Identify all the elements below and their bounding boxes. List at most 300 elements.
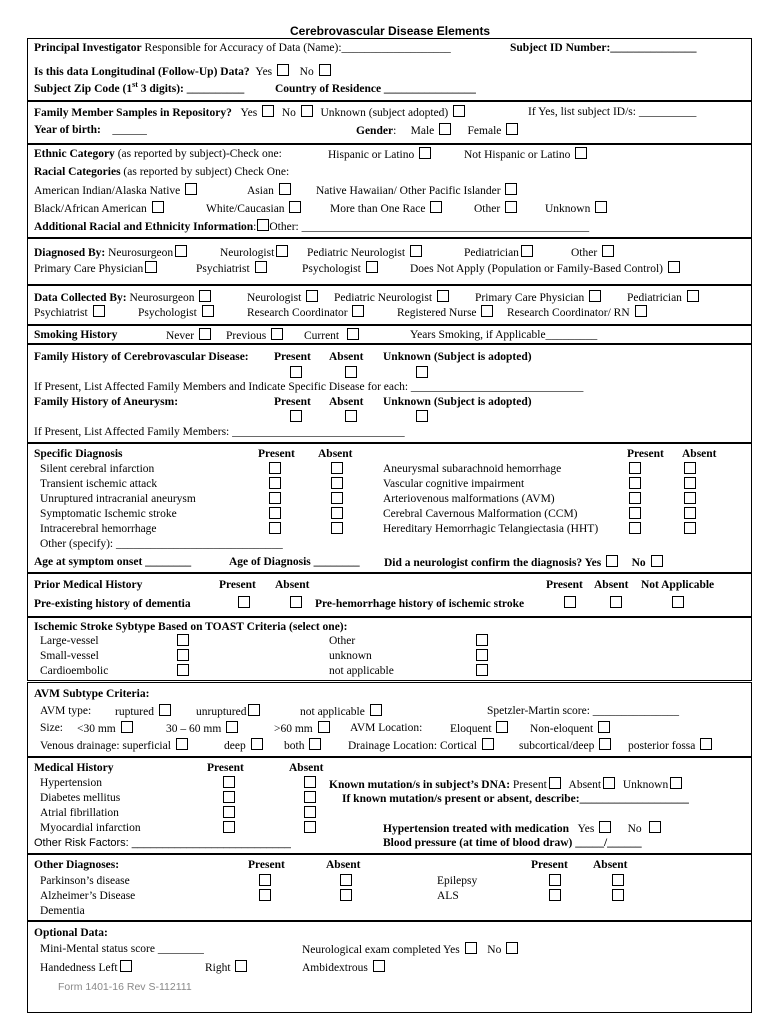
mh-absent-checkbox[interactable] [304,776,316,788]
prior-absent-label: Absent [275,579,310,591]
gender-row [356,123,520,138]
no-label: No [281,107,296,119]
avm-lt30-option [77,721,135,736]
dx-psychologist-label: Psychologist [302,263,361,275]
sdx-left-absent-checkbox[interactable] [331,507,343,519]
sdx-right-item: Vascular cognitive impairment [383,478,525,490]
dc-psychologist-label: Psychologist [138,307,197,319]
sdx-left-present-checkbox[interactable] [269,507,281,519]
mutation-describe-field[interactable]: If known mutation/s present or absent, describe:___________________ [342,793,689,805]
prior-present-label: Present [219,579,256,591]
dx-pediatrician-checkbox[interactable] [521,245,533,257]
mut-absent-label: Absent [568,779,602,791]
female-label: Female [467,125,502,137]
dc-psychologist-checkbox[interactable] [202,305,214,317]
longitudinal-no-checkbox[interactable] [319,64,331,76]
fh-an-absent-label: Absent [329,396,364,408]
dc-ped-neuro-label: Pediatric Neurologist [334,292,433,304]
pi-field[interactable]: Responsible for Accuracy of Data (Name):___________________ [144,42,451,54]
mmse-field[interactable]: Mini-Mental status score ________ [40,943,204,955]
dc-psychiatrist-label: Psychiatrist [34,307,88,319]
dx-pediatrician-option [464,245,535,260]
diagnosed-by-label: Diagnosed By: [34,247,106,259]
mut-present-checkbox[interactable] [549,777,561,789]
toast-left-checkbox[interactable] [177,634,189,646]
venous-both-option [284,738,323,753]
dementia-present-checkbox[interactable] [238,596,250,608]
neuro-confirm-row [384,555,665,570]
sdx-left-present-checkbox[interactable] [269,462,281,474]
asian-option [247,183,293,198]
dc-neurosurgeon-checkbox[interactable] [199,290,211,302]
no-label: No [299,66,314,78]
odx-left-item: Dementia [40,905,85,917]
dx-pcp-checkbox[interactable] [145,261,157,273]
handed-left-option [40,960,134,975]
ambidextrous-checkbox[interactable] [373,960,385,972]
odx-right-item: ALS [437,890,459,902]
mut-present-label: Present [512,779,547,791]
neuro-exam-no-checkbox[interactable] [506,942,518,954]
sdx-left-present-checkbox[interactable] [269,477,281,489]
race-other-label: Other [474,203,501,215]
samples-unknown-checkbox[interactable] [453,105,465,117]
sdx-absent-label: Absent [318,448,353,460]
other-diagnoses-section [27,853,752,921]
sdx-left-absent-checkbox[interactable] [331,477,343,489]
fh-aneurysm-list-field[interactable]: If Present, List Affected Family Members: ______________________________ [34,426,405,438]
mh-present-checkbox[interactable] [223,776,235,788]
dc-research-coord-label: Research Coordinator [247,307,348,319]
odx-right-absent-checkbox[interactable] [612,889,624,901]
more-than-one-checkbox[interactable] [430,201,442,213]
female-checkbox[interactable] [506,123,518,135]
dc-ped-neuro-option [334,290,451,305]
mh-absent-checkbox[interactable] [304,806,316,818]
avm-gt60-option [274,721,332,736]
samples-yes-checkbox[interactable] [262,105,274,117]
male-label: Male [410,125,435,137]
black-checkbox[interactable] [152,201,164,213]
dx-other-label: Other [571,247,598,259]
neuro-confirm-label: Did a neurologist confirm the diagnosis? Yes [384,557,602,569]
sdx-right-absent-checkbox[interactable] [684,462,696,474]
drain-posterior-label: posterior fossa [628,740,696,752]
avm-30-60-label: 30 – 60 mm [166,723,222,735]
avm-eloquent-label: Eloquent [450,723,492,735]
odx-absent-checkbox[interactable] [340,874,352,886]
sdx-right-absent-checkbox[interactable] [684,507,696,519]
neuro-confirm-no-checkbox[interactable] [651,555,663,567]
ethnic-label: Ethnic Category [34,148,115,160]
odx-left-item: Alzheimer’s Disease [40,890,136,902]
race-other-checkbox[interactable] [505,201,517,213]
prehem-na-checkbox[interactable] [672,596,684,608]
gender-colon: : [393,125,397,137]
drain-cortical-option [348,738,496,753]
odx-present-checkbox[interactable] [259,889,271,901]
am-indian-label: American Indian/Alaska Native [34,185,181,197]
sdx-other-field[interactable]: Other (specify): _____________________________ [40,538,283,550]
dx-neurologist-label: Neurologist [220,247,275,259]
age-dx-field[interactable]: Age of Diagnosis ________ [229,556,360,568]
sdx-right-present-checkbox[interactable] [629,492,641,504]
toast-right-item: not applicable [329,665,394,677]
handed-left-checkbox[interactable] [120,960,132,972]
dx-psychologist-checkbox[interactable] [366,261,378,273]
prehem-present-checkbox[interactable] [564,596,576,608]
dementia-absent-checkbox[interactable] [290,596,302,608]
sdx-left-absent-checkbox[interactable] [331,492,343,504]
dc-psychologist-option [138,305,216,320]
year-birth-row [34,123,147,137]
htn-treated-row [383,821,663,836]
sdx-right-item: Arteriovenous malformations (AVM) [383,493,555,505]
sdx-right-absent-checkbox[interactable] [684,522,696,534]
toast-left-item: Cardioembolic [40,665,109,677]
avm-gt60-label: >60 mm [274,723,313,735]
avm-lt30-checkbox[interactable] [121,721,133,733]
diagnosed-row-1 [34,245,189,260]
gender-label: Gender [356,125,394,137]
year-birth-label: Year of birth: [34,124,101,136]
toast-left-checkbox[interactable] [177,649,189,661]
spetzler-field[interactable]: Spetzler-Martin score: _______________ [487,705,680,717]
toast-left-checkbox[interactable] [177,664,189,676]
toast-right-checkbox[interactable] [476,664,488,676]
race-unknown-label: Unknown [545,203,591,215]
sdx-right-absent-checkbox[interactable] [684,492,696,504]
longitudinal-yes-checkbox[interactable] [277,64,289,76]
ambidextrous-option [302,960,387,975]
sdx-left-absent-checkbox[interactable] [331,462,343,474]
dc-ped-neuro-checkbox[interactable] [437,290,449,302]
pi-label: Principal Investigator [34,42,142,54]
fh-cvd-present-label: Present [274,351,311,363]
fh-cvd-present-checkbox[interactable] [290,366,302,378]
dx-neurosurgeon-label: Neurosurgeon [108,247,174,259]
neuro-exam-yes-checkbox[interactable] [465,942,477,954]
dx-psychiatrist-option [196,261,269,276]
hawaiian-checkbox[interactable] [505,183,517,195]
am-indian-checkbox[interactable] [185,183,197,195]
htn-no-checkbox[interactable] [649,821,661,833]
htn-yes-checkbox[interactable] [599,821,611,833]
sdx-right-item: Aneurysmal subarachnoid hemorrhage [383,463,562,475]
yes-label: Yes [240,107,258,119]
toast-label: Ischemic Stroke Sybtype Based on TOAST Criteria (select one): [34,621,348,633]
smoke-never-checkbox[interactable] [199,328,211,340]
dc-pcp-option [475,290,603,305]
drain-posterior-option [628,738,714,753]
smoke-never-option [166,328,213,343]
handed-right-checkbox[interactable] [235,960,247,972]
drain-cortical-label: Drainage Location: Cortical [348,740,478,752]
fh-an-unknown-checkbox[interactable] [416,410,428,422]
dc-neurologist-checkbox[interactable] [306,290,318,302]
mutation-label: Known mutation/s in subject’s DNA: [329,779,511,791]
venous-superficial-label: Venous drainage: superficial [40,740,171,752]
drain-cortical-checkbox[interactable] [482,738,494,750]
avm-ruptured-checkbox[interactable] [159,704,171,716]
venous-deep-option [224,738,265,753]
sdx-right-present-checkbox[interactable] [629,522,641,534]
race-unknown-option [545,201,609,216]
odx-present-label: Present [248,859,285,871]
race-other-option [474,201,519,216]
blood-pressure-field[interactable]: Blood pressure (at time of blood draw) _____/______ [383,837,642,849]
not-hispanic-checkbox[interactable] [575,147,587,159]
dc-psychiatrist-checkbox[interactable] [93,305,105,317]
dc-reg-nurse-checkbox[interactable] [481,305,493,317]
avm-unruptured-option [196,704,262,719]
smoking-label: Smoking History [34,329,118,341]
odx-absent-label-right: Absent [593,859,628,871]
other-dx-label: Other Diagnoses: [34,859,120,871]
smoke-previous-checkbox[interactable] [271,328,283,340]
prior-history-label: Prior Medical History [34,579,143,591]
mutation-row [329,777,684,792]
avm-ruptured-option [115,704,173,719]
odx-right-item: Epilepsy [437,875,478,887]
sdx-left-item: Intracerebral hemorrhage [40,523,157,535]
white-option [206,201,303,216]
toast-right-checkbox[interactable] [476,649,488,661]
sdx-left-present-checkbox[interactable] [269,492,281,504]
venous-deep-label: deep [224,740,246,752]
sdx-left-absent-checkbox[interactable] [331,522,343,534]
avm-unruptured-checkbox[interactable] [248,704,260,716]
dc-rc-rn-option [507,305,649,320]
mh-present-checkbox[interactable] [223,791,235,803]
dc-research-coord-checkbox[interactable] [352,305,364,317]
collected-by-label: Data Collected By: [34,292,127,304]
neuro-exam-label: Neurological exam completed Yes [302,944,460,956]
fh-cvd-list-field[interactable]: If Present, List Affected Family Members and Indicate Specific Disease for each: ______________________________ [34,381,584,393]
drain-subcortical-checkbox[interactable] [599,738,611,750]
longitudinal-row [34,64,333,79]
sdx-right-item: Hereditary Hemorrhagic Telangiectasia (HHT) [383,523,599,535]
asian-checkbox[interactable] [279,183,291,195]
fh-cvd-unknown-checkbox[interactable] [416,366,428,378]
yes-label: Yes [577,823,595,835]
prior-absent-label-right: Absent [594,579,629,591]
sdx-right-present-checkbox[interactable] [629,507,641,519]
handed-right-label: Right [205,962,231,974]
mh-present-checkbox[interactable] [223,806,235,818]
zip-field[interactable] [34,82,244,96]
asian-label: Asian [247,185,274,197]
sdx-right-item: Cerebral Cavernous Malformation (CCM) [383,508,578,520]
hawaiian-label: Native Hawaiian/ Other Pacific Islander [316,185,501,197]
mh-absent-checkbox[interactable] [304,821,316,833]
sdx-left-item: Transient ischemic attack [40,478,158,490]
prior-present-label-right: Present [546,579,583,591]
toast-right-checkbox[interactable] [476,634,488,646]
smoke-never-label: Never [166,330,195,342]
age-onset-field[interactable]: Age at symptom onset ________ [34,556,192,568]
odx-present-label-right: Present [531,859,568,871]
venous-both-checkbox[interactable] [309,738,321,750]
dx-other-option [571,245,616,260]
medical-history-label: Medical History [34,762,114,774]
mh-present-checkbox[interactable] [223,821,235,833]
odx-right-present-checkbox[interactable] [549,889,561,901]
racial-label: Racial Categories [34,166,121,178]
dx-ped-neuro-label: Pediatric Neurologist [307,247,406,259]
dx-other-checkbox[interactable] [602,245,614,257]
sdx-right-absent-checkbox[interactable] [684,477,696,489]
samples-no-checkbox[interactable] [301,105,313,117]
dc-neurosurgeon-label: Neurosurgeon [129,292,195,304]
avm-na-label: not applicable [300,706,365,718]
toast-left-item: Large-vessel [40,635,99,647]
dc-rc-rn-checkbox[interactable] [635,305,647,317]
odx-present-checkbox[interactable] [259,874,271,886]
dx-dna-checkbox[interactable] [668,261,680,273]
fh-an-present-checkbox[interactable] [290,410,302,422]
smoke-current-option [304,328,361,343]
additional-row [34,219,589,234]
mut-absent-checkbox[interactable] [603,777,615,789]
zip-superscript: st [132,80,138,90]
avm-unruptured-label: unruptured [196,706,247,718]
page-title: Cerebrovascular Disease Elements [290,24,491,38]
prehemorrhage-label: Pre-hemorrhage history of ischemic stroke [315,598,525,610]
sdx-present-label: Present [258,448,295,460]
handed-right-option [205,960,249,975]
racial-text: (as reported by subject) Check One: [123,166,290,178]
sdx-right-present-checkbox[interactable] [629,477,641,489]
venous-superficial-checkbox[interactable] [176,738,188,750]
race-unknown-checkbox[interactable] [595,201,607,213]
avm-eloquent-option [450,721,510,736]
fh-an-unknown-label: Unknown (Subject is adopted) [383,396,532,408]
sdx-left-present-checkbox[interactable] [269,522,281,534]
zip-blank: 3 digits): __________ [137,83,245,95]
avm-size-label: Size: [40,722,63,734]
optional-label: Optional Data: [34,927,108,939]
smoking-section [27,325,752,345]
black-option [34,201,166,216]
fh-an-present-label: Present [274,396,311,408]
mh-absent-label: Absent [289,762,324,774]
dc-pediatrician-checkbox[interactable] [687,290,699,302]
country-field[interactable]: Country of Residence ________________ [275,83,476,95]
ethnic-row [34,147,282,161]
odx-absent-label: Absent [326,859,361,871]
avm-non-eloquent-checkbox[interactable] [598,721,610,733]
toast-left-item: Small-vessel [40,650,99,662]
dx-pediatrician-label: Pediatrician [464,247,519,259]
mut-unknown-checkbox[interactable] [670,777,682,789]
dx-ped-neuro-checkbox[interactable] [410,245,422,257]
mh-item: Myocardial infarction [40,822,141,834]
dc-neurologist-label: Neurologist [247,292,302,304]
neuro-confirm-yes-checkbox[interactable] [606,555,618,567]
dementia-label: Pre-existing history of dementia [34,598,191,610]
venous-deep-checkbox[interactable] [251,738,263,750]
dx-psychiatrist-checkbox[interactable] [255,261,267,273]
sdx-left-item: Unruptured intracranial aneurysm [40,493,196,505]
avm-30-60-checkbox[interactable] [226,721,238,733]
fh-cvd-absent-label: Absent [329,351,364,363]
odx-right-absent-checkbox[interactable] [612,874,624,886]
fh-an-absent-checkbox[interactable] [345,410,357,422]
am-indian-option [34,183,199,198]
no-label: No [627,823,642,835]
drain-subcortical-option [519,738,613,753]
mh-item: Atrial fibrillation [40,807,119,819]
additional-other-field[interactable]: Other: __________________________________________________ [269,221,590,233]
drain-subcortical-label: subcortical/deep [519,740,595,752]
fh-cvd-unknown-label: Unknown (Subject is adopted) [383,351,532,363]
smoke-previous-label: Previous [226,330,267,342]
odx-left-item: Parkinson’s disease [40,875,130,887]
sdx-right-present-checkbox[interactable] [629,462,641,474]
avm-gt60-checkbox[interactable] [318,721,330,733]
avm-na-checkbox[interactable] [370,704,382,716]
prehem-absent-checkbox[interactable] [610,596,622,608]
zip-label: Subject Zip Code (1 [34,83,133,95]
if-yes-field[interactable]: If Yes, list subject ID/s: __________ [528,106,697,118]
sdx-left-item: Silent cerebral infarction [40,463,155,475]
collected-row-1 [34,290,213,305]
other-risk-field[interactable]: Other Risk Factors: __________________________ [34,837,291,849]
male-checkbox[interactable] [439,123,451,135]
avm-lt30-label: <30 mm [77,723,116,735]
sdx-present-label-right: Present [627,448,664,460]
sdx-left-item: Symptomatic Ischemic stroke [40,508,177,520]
dx-psychologist-option [302,261,380,276]
additional-other-checkbox[interactable] [257,219,269,231]
smoke-current-checkbox[interactable] [347,328,359,340]
odx-right-present-checkbox[interactable] [549,874,561,886]
white-checkbox[interactable] [289,201,301,213]
mh-item: Hypertension [40,777,102,789]
hispanic-checkbox[interactable] [419,147,431,159]
samples-question: Family Member Samples in Repository? [34,107,232,119]
no-label: No [487,944,502,956]
dc-pcp-checkbox[interactable] [589,290,601,302]
more-than-one-option [330,201,444,216]
fh-cvd-absent-checkbox[interactable] [345,366,357,378]
years-smoking-field[interactable]: Years Smoking, if Applicable_________ [410,329,598,341]
handedness-label: Handedness Left [40,962,118,974]
avm-eloquent-checkbox[interactable] [496,721,508,733]
pi-line [34,41,451,55]
year-birth-field[interactable]: ______ [112,124,147,136]
hispanic-option [328,147,433,162]
dx-ped-neuro-option [307,245,424,260]
odx-absent-checkbox[interactable] [340,889,352,901]
not-hispanic-option [464,147,589,162]
specific-dx-label: Specific Diagnosis [34,448,123,460]
dx-neurosurgeon-checkbox[interactable] [175,245,187,257]
dx-neurologist-checkbox[interactable] [276,245,288,257]
subject-id-field[interactable]: Subject ID Number:_______________ [510,42,697,54]
dc-psychiatrist-option [34,305,107,320]
toast-right-item: unknown [329,650,372,662]
mh-absent-checkbox[interactable] [304,791,316,803]
additional-label: Additional Racial and Ethnicity Information [34,221,254,233]
drain-posterior-checkbox[interactable] [700,738,712,750]
dx-dna-option [410,261,682,276]
mut-unknown-label: Unknown [622,779,669,791]
dx-pcp-label: Primary Care Physician [34,263,144,275]
avm-type-label: AVM type: [40,705,92,717]
neuro-exam-row [302,942,520,957]
